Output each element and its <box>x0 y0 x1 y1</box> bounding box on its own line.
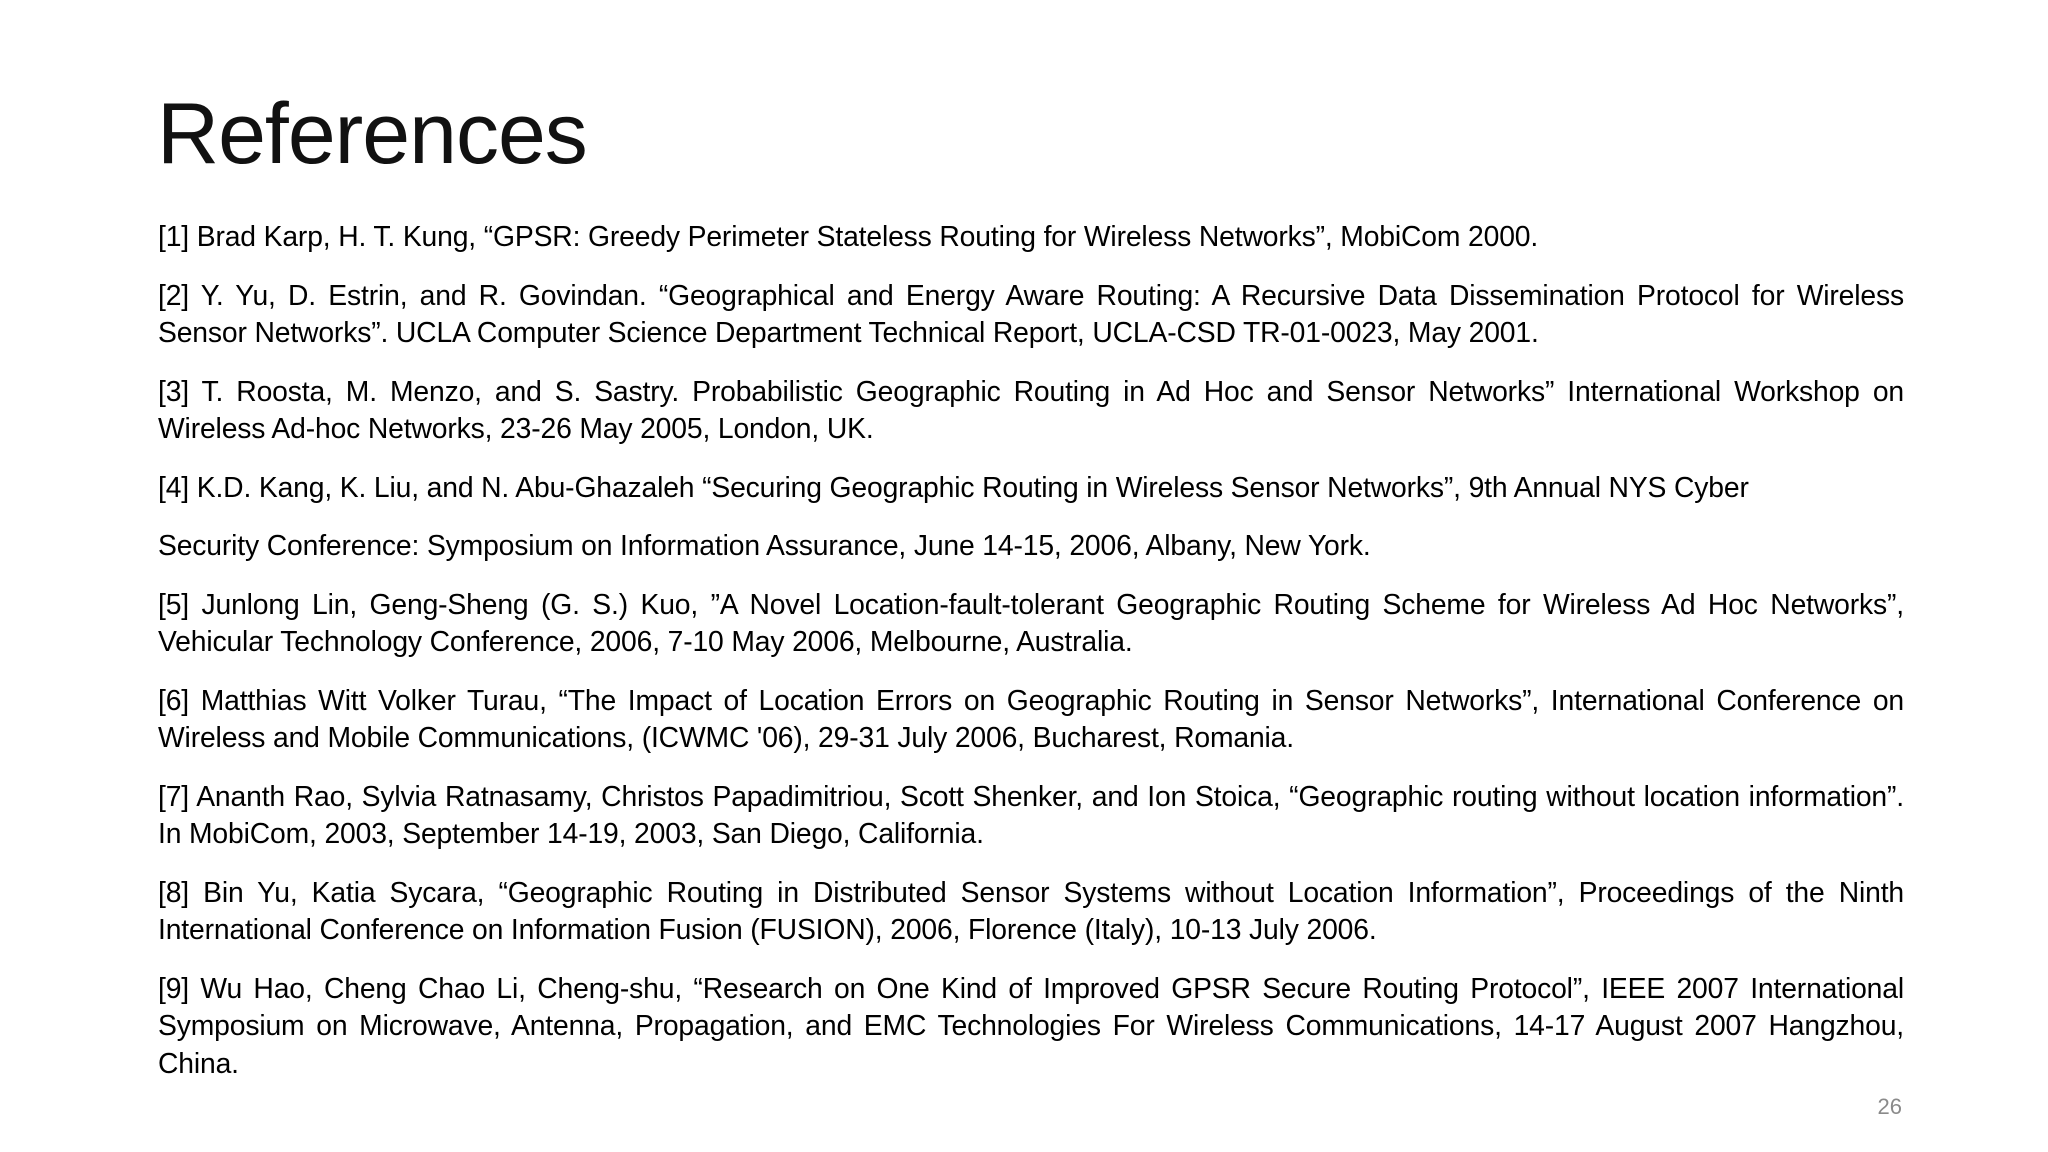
slide-title: References <box>157 86 587 182</box>
reference-item-4-line-2: Security Conference: Symposium on Information Assurance, June 14-15, 2006, Albany, New York. <box>158 529 1371 561</box>
reference-item-2: [2] Y. Yu, D. Estrin, and R. Govindan. “Geographical and Energy Aware Routing: A Recursive Data Dissemination Protocol for Wireless Sensor Networks”. UCLA Computer Science Department Technical Report, UCLA-CSD TR-01-0023, May 2001. <box>158 278 1904 348</box>
reference-item-3: [3] T. Roosta, M. Menzo, and S. Sastry. Probabilistic Geographic Routing in Ad Hoc and Sensor Networks” International Workshop on Wireless Ad-hoc Networks, 23-26 May 2005, London, UK. <box>158 374 1904 444</box>
reference-item-4-line-1: [4] K.D. Kang, K. Liu, and N. Abu-Ghazaleh “Securing Geographic Routing in Wireless Sensor Networks”, 9th Annual NYS Cyber <box>158 470 1749 503</box>
reference-item-6: [6] Matthias Witt Volker Turau, “The Impact of Location Errors on Geographic Routing in Sensor Networks”, International Conference on Wireless and Mobile Communications, (ICWMC '06), 29-31 July 2006, Bucharest, Romania. <box>158 683 1904 753</box>
page-number: 26 <box>1877 1094 1902 1119</box>
reference-item-5: [5] Junlong Lin, Geng-Sheng (G. S.) Kuo, ”A Novel Location-fault-tolerant Geographic Routing Scheme for Wireless Ad Hoc Networks”, Vehicular Technology Conference, 2006, 7-10 May 2006, Melbourne, Australia. <box>158 587 1904 657</box>
reference-item-9: [9] Wu Hao, Cheng Chao Li, Cheng-shu, “Research on One Kind of Improved GPSR Secure Routing Protocol”, IEEE 2007 International Symposium on Microwave, Antenna, Propagation, and EMC Technologies For Wireless Communications, 14-17 August 2007 Hangzhou, China. <box>158 971 1904 1079</box>
reference-item-7: [7] Ananth Rao, Sylvia Ratnasamy, Christos Papadimitriou, Scott Shenker, and Ion Stoica, “Geographic routing without location information”. In MobiCom, 2003, September 14-19, 2003, San Diego, California. <box>158 779 1904 849</box>
reference-item-1: [1] Brad Karp, H. T. Kung, “GPSR: Greedy Perimeter Stateless Routing for Wireless Networks”, MobiCom 2000. <box>158 220 1539 252</box>
reference-list <box>158 218 1904 1103</box>
reference-item-8: [8] Bin Yu, Katia Sycara, “Geographic Routing in Distributed Sensor Systems without Location Information”, Proceedings of the Ninth International Conference on Information Fusion (FUSION), 2006, Florence (Italy), 10-13 July 2006. <box>158 875 1904 945</box>
